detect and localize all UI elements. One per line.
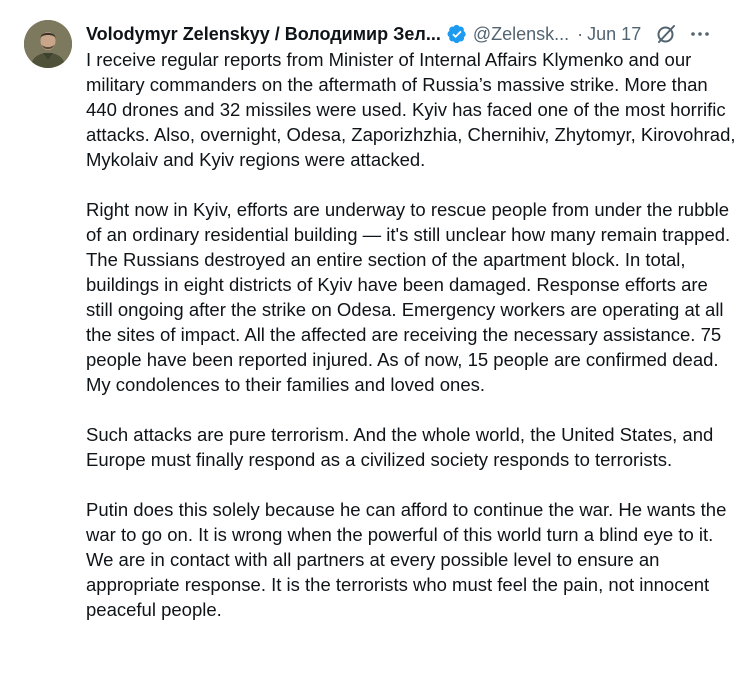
tweet-paragraph: Right now in Kyiv, efforts are underway to rescue people from under the rubble of an ordinary residential building — it's still unclear how many remain trapped. The Russians destroyed an entire section of the apartment block. In total, buildings in eight districts of Kyiv have been damaged. Response efforts are still ongoing after the strike on Odesa. Emergency workers are operating at all the sites of impact. All the affected are receiving the necessary assistance. 75 people have been reported injured. As of now, 15 people are confirmed dead. My condolences to their families and loved ones. xyxy=(86,199,731,395)
author-display-name[interactable]: Volodymyr Zelenskyy / Володимир Зел... xyxy=(86,24,441,44)
tweet-paragraph: Such attacks are pure terrorism. And the whole world, the United States, and Europe must finally respond as a civilized society responds to terrorists. xyxy=(86,424,714,470)
tweet-date[interactable]: Jun 17 xyxy=(587,24,642,44)
tweet-header xyxy=(86,22,736,46)
avatar[interactable] xyxy=(24,20,72,68)
grok-icon[interactable] xyxy=(655,23,677,45)
separator-dot: · xyxy=(577,24,584,44)
tweet-paragraph: Putin does this solely because he can afford to continue the war. He wants the war to go on. It is wrong when the powerful of this world turn a blind eye to it. We are in contact with all partners at every possible level to ensure an appropriate response. It is the terrorists who must feel the pain, not innocent peaceful people. xyxy=(86,499,727,620)
tweet-body xyxy=(86,47,738,647)
more-options-icon[interactable] xyxy=(689,23,711,45)
verified-badge-icon[interactable] xyxy=(447,24,467,44)
avatar-image xyxy=(24,20,72,68)
tweet-paragraph: I receive regular reports from Minister of Internal Affairs Klymenko and our military commanders on the aftermath of Russia’s massive strike. More than 440 drones and 32 missiles were used. Kyiv has faced one of the most horrific attacks. Also, overnight, Odesa, Zaporizhzhia, Chernihiv, Zhytomyr, Kirovohrad, Mykolaiv and Kyiv regions were attacked. xyxy=(86,49,736,170)
author-handle[interactable]: @Zelensk... xyxy=(472,24,570,44)
